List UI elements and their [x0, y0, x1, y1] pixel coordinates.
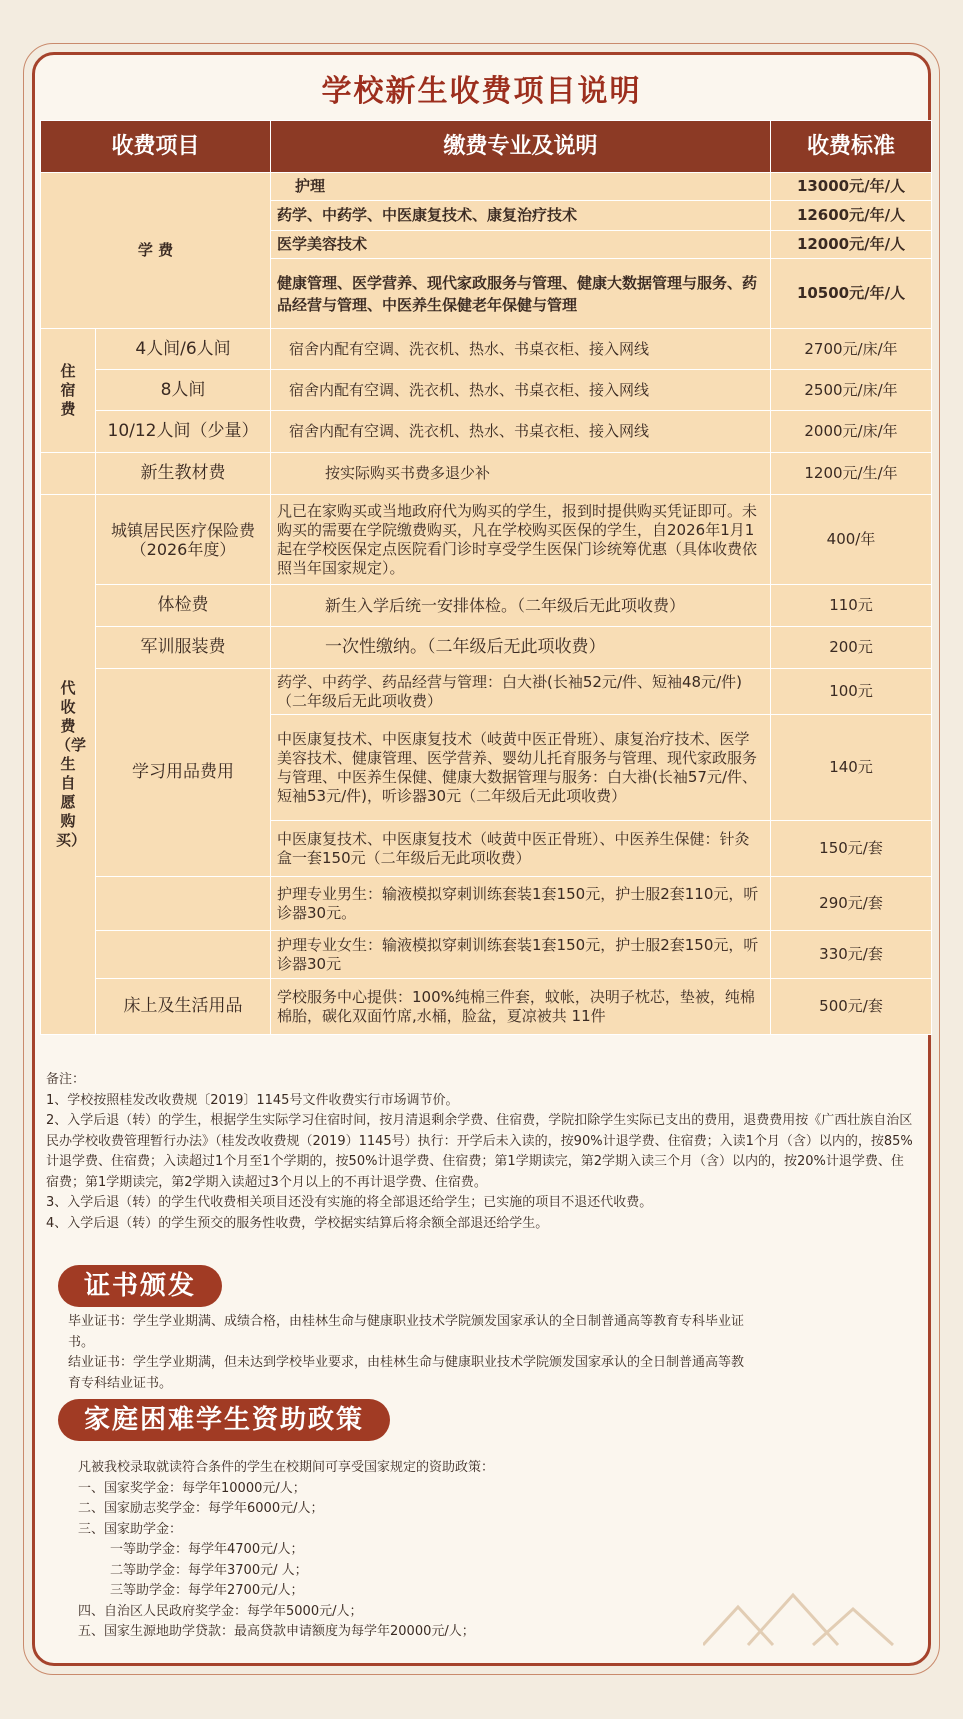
medical-desc: 凡已在家购买或当地政府代为购买的学生，报到时提供购买凭证即可。未购买的需要在学院缴费购买，凡在学校购买医保的学生，自2026年1月1起在学校医保定点医院看门诊时享受学生医保门诊统筹优惠（具体收费依照当年国家规定）。	[271, 495, 771, 585]
dorm-desc: 宿舍内配有空调、洗衣机、热水、书桌衣柜、接入网线	[271, 329, 771, 370]
empty-cell	[96, 877, 271, 931]
bedding-price: 500元/套	[771, 979, 932, 1035]
header-desc: 缴费专业及说明	[271, 121, 771, 173]
textbook-price: 1200元/生/年	[771, 453, 932, 495]
tuition-desc: 药学、中药学、中医康复技术、康复治疗技术	[271, 201, 771, 231]
bedding-desc: 学校服务中心提供：100%纯棉三件套，蚊帐，决明子枕芯，垫被，纯棉棉胎，碳化双面竹席,水桶，脸盆，夏凉被共 11件	[271, 979, 771, 1035]
tuition-price: 10500元/年/人	[771, 259, 932, 329]
table-row	[41, 877, 932, 931]
table-row	[41, 979, 932, 1035]
aid-item: 三等助学金：每学年2700元/人；	[110, 1583, 304, 1598]
fee-table	[40, 120, 932, 1035]
supplies-desc: 中医康复技术、中医康复技术（岐黄中医正骨班）、康复治疗技术、医学美容技术、健康管理、医学营养、婴幼儿托育服务与管理、现代家政服务与管理、中医养生保健、健康大数据管理与服务：白大褂(长袖57元/件、短袖53元/件)，听诊器30元（二年级后无此项收费）	[271, 715, 771, 821]
aid-banner: 家庭困难学生资助政策	[58, 1399, 390, 1441]
dorm-desc: 宿舍内配有空调、洗衣机、热水、书桌衣柜、接入网线	[271, 370, 771, 411]
dorm-label	[41, 329, 96, 453]
notes-section	[46, 1070, 916, 1234]
cert-line: 结业证书：学生学业期满，但未达到学校毕业要求，由桂林生命与健康职业技术学院颁发国家承认的全日制普通高等教育专科结业证书。	[68, 1355, 745, 1391]
table-row	[41, 370, 932, 411]
table-row	[41, 931, 932, 979]
page-title: 学校新生收费项目说明	[321, 74, 642, 109]
uniform-desc: 一次性缴纳。（二年级后无此项收费）	[271, 627, 771, 669]
cert-section	[68, 1312, 748, 1394]
cert-banner: 证书颁发	[58, 1265, 222, 1307]
exam-desc: 新生入学后统一安排体检。（二年级后无此项收费）	[271, 585, 771, 627]
exam-price: 110元	[771, 585, 932, 627]
dorm-item: 10/12人间（少量）	[96, 411, 271, 453]
table-row	[41, 495, 932, 585]
textbook-item: 新生教材费	[96, 453, 271, 495]
table-row	[41, 627, 932, 669]
tuition-label: 学 费	[41, 173, 271, 329]
table-row	[41, 585, 932, 627]
agency-label	[41, 495, 96, 1035]
table-header	[41, 121, 932, 173]
supplies-price: 290元/套	[771, 877, 932, 931]
header-item: 收费项目	[41, 121, 271, 173]
supplies-item: 学习用品费用	[96, 669, 271, 877]
table-row	[41, 173, 932, 201]
aid-section	[78, 1458, 678, 1643]
uniform-price: 200元	[771, 627, 932, 669]
supplies-price: 150元/套	[771, 821, 932, 877]
supplies-desc: 护理专业男生：输液模拟穿刺训练套装1套150元，护士服2套110元，听诊器30元。	[271, 877, 771, 931]
exam-item: 体检费	[96, 585, 271, 627]
dorm-item: 8人间	[96, 370, 271, 411]
dorm-item: 4人间/6人间	[96, 329, 271, 370]
aid-item: 二、国家励志奖学金：每学年6000元/人；	[78, 1501, 324, 1516]
bedding-item: 床上及生活用品	[96, 979, 271, 1035]
empty-cell	[41, 453, 96, 495]
table-row	[41, 329, 932, 370]
dorm-price: 2500元/床/年	[771, 370, 932, 411]
note-item: 3、入学后退（转）的学生代收费相关项目还没有实施的将全部退还给学生；已实施的项目不退还代收费。	[46, 1195, 653, 1210]
notes-heading: 备注：	[46, 1072, 86, 1087]
textbook-desc: 按实际购买书费多退少补	[271, 453, 771, 495]
aid-item: 一、国家奖学金：每学年10000元/人；	[78, 1480, 306, 1496]
mountain-decoration-icon	[703, 1587, 903, 1647]
cert-line: 毕业证书：学生学业期满、成绩合格，由桂林生命与健康职业技术学院颁发国家承认的全日制普通高等教育专科毕业证书。	[68, 1314, 745, 1350]
table-row	[41, 411, 932, 453]
dorm-label-text: 住宿费	[60, 362, 76, 418]
empty-cell	[96, 931, 271, 979]
uniform-item: 军训服装费	[96, 627, 271, 669]
aid-item: 二等助学金：每学年3700元/ 人；	[110, 1562, 308, 1578]
supplies-price: 330元/套	[771, 931, 932, 979]
note-item: 1、学校按照桂发改收费规〔2019〕1145号文件收费实行市场调节价。	[46, 1092, 459, 1108]
table-row	[41, 453, 932, 495]
tuition-price: 12600元/年/人	[771, 201, 932, 231]
dorm-price: 2000元/床/年	[771, 411, 932, 453]
aid-intro: 凡被我校录取就读符合条件的学生在校期间可享受国家规定的资助政策：	[78, 1460, 495, 1475]
aid-item: 三、国家助学金：	[78, 1521, 183, 1537]
supplies-price: 100元	[771, 669, 932, 715]
tuition-price: 12000元/年/人	[771, 231, 932, 259]
dorm-desc: 宿舍内配有空调、洗衣机、热水、书桌衣柜、接入网线	[271, 411, 771, 453]
table-row	[41, 669, 932, 715]
supplies-desc: 中医康复技术、中医康复技术（岐黄中医正骨班）、中医养生保健：针灸盒一套150元（二年级后无此项收费）	[271, 821, 771, 877]
note-item: 4、入学后退（转）的学生预交的服务性收费，学校据实结算后将余额全部退还给学生。	[46, 1215, 549, 1231]
tuition-desc: 医学美容技术	[271, 231, 771, 259]
agency-label-text: 代收费（学生自愿购买）	[56, 679, 87, 849]
tuition-desc: 护理	[271, 173, 771, 201]
supplies-desc: 药学、中药学、药品经营与管理：白大褂(长袖52元/件、短袖48元/件)（二年级后无此项收费）	[271, 669, 771, 715]
dorm-price: 2700元/床/年	[771, 329, 932, 370]
medical-price: 400/年	[771, 495, 932, 585]
aid-item: 五、国家生源地助学贷款：最高贷款申请额度为每学年20000元/人；	[78, 1624, 475, 1639]
supplies-desc: 护理专业女生：输液模拟穿刺训练套装1套150元，护士服2套150元，听诊器30元	[271, 931, 771, 979]
aid-item: 一等助学金：每学年4700元/人；	[110, 1542, 304, 1557]
medical-item: 城镇居民医疗保险费（2026年度）	[96, 495, 271, 585]
supplies-price: 140元	[771, 715, 932, 821]
tuition-price: 13000元/年/人	[771, 173, 932, 201]
tuition-desc: 健康管理、医学营养、现代家政服务与管理、健康大数据管理与服务、药品经营与管理、中医养生保健老年保健与管理	[271, 259, 771, 329]
header-price: 收费标准	[771, 121, 932, 173]
note-item: 2、入学后退（转）的学生，根据学生实际学习住宿时间，按月清退剩余学费、住宿费，学院扣除学生实际已支出的费用，退费费用按《广西壮族自治区民办学校收费管理暂行办法》（桂发改收费规（2019）1145号）执行：开学后未入读的，按90%计退学费、住宿费；入读1个月（含）以内的，按85%计退学费、住宿费；入读超过1个月至1个学期的，按50%计退学费、住宿费；第1学期读完，第2学期入读三个月（含）以内的，按20%计退学费、住宿费；第1学期读完，第2学期入读超过3个月以上的不再计退学费、住宿费。	[46, 1113, 913, 1190]
aid-item: 四、自治区人民政府奖学金：每学年5000元/人；	[78, 1603, 363, 1619]
